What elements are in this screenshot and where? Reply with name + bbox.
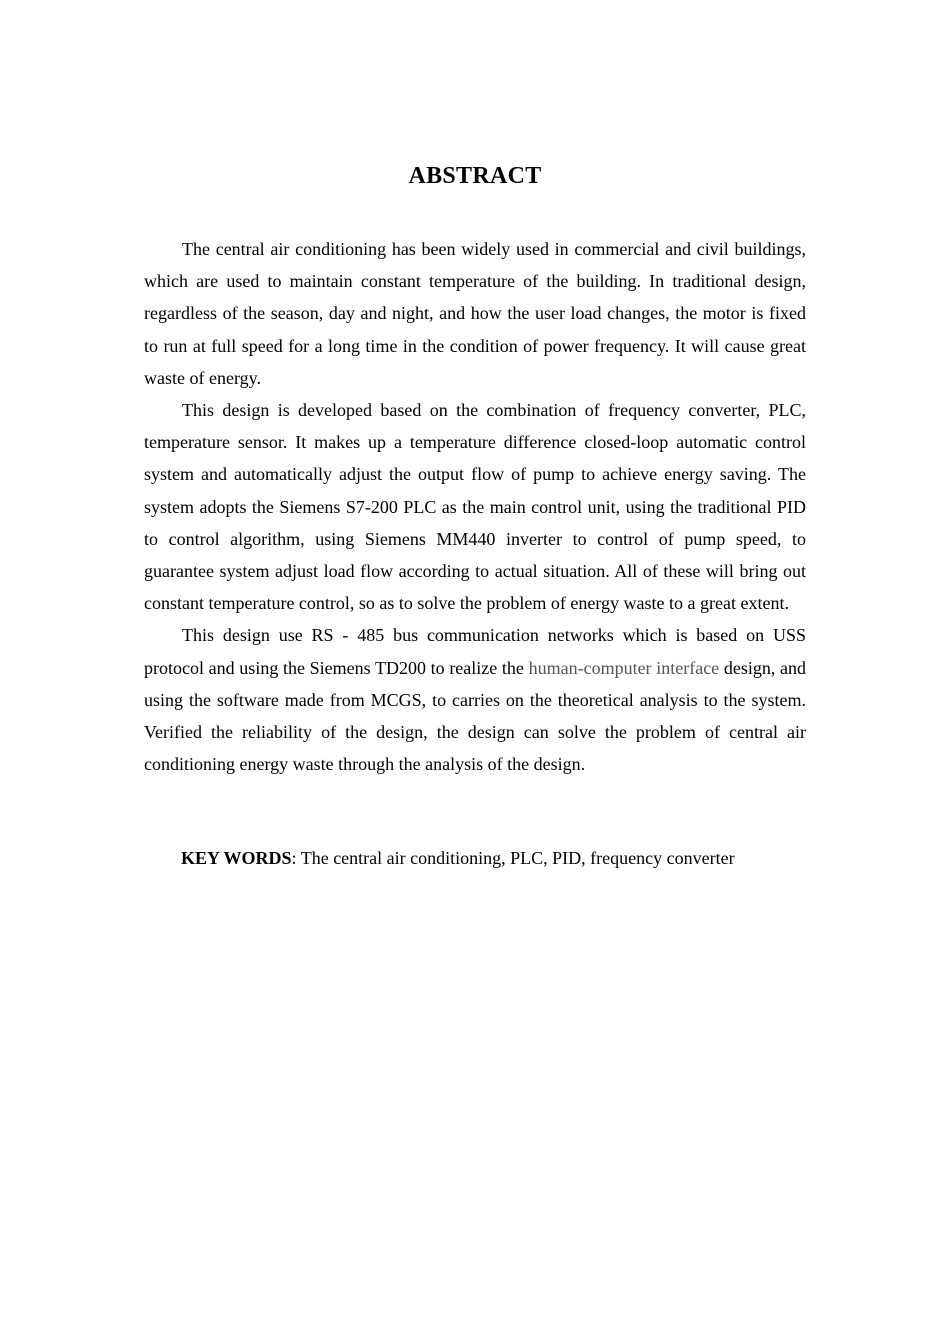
abstract-title: ABSTRACT — [408, 163, 542, 189]
paragraph-3-text-start: This design use RS - 485 bus communication networks which is based on USS protocol and using the Siemens TD200 to realize the — [144, 625, 806, 678]
abstract-paragraph-1: The central air conditioning has been widely used in commercial and civil buildings, which are used to maintain constant temperature of the building. In traditional design, regardless of the season, day and night, and how the user load changes, the motor is fixed to run at full speed for a long time in the condition of power frequency. It will cause great waste of energy. — [144, 239, 806, 388]
keywords-text: : The central air conditioning, PLC, PID, frequency converter — [291, 848, 735, 868]
keywords-label: KEY WORDS — [181, 848, 292, 868]
abstract-paragraph-2: This design is developed based on the combination of frequency converter, PLC, temperature sensor. It makes up a temperature difference closed-loop automatic control system and automatically adjust the output flow of pump to achieve energy saving. The system adopts the Siemens S7-200 PLC as the main control unit, using the traditional PID to control algorithm, using Siemens MM440 inverter to control of pump speed, to guarantee system adjust load flow according to actual situation. All of these will bring out constant temperature control, so as to solve the problem of energy waste to a great extent. — [144, 400, 806, 614]
abstract-body — [144, 233, 806, 780]
paragraph-3-text-end: design, and using the software made from MCGS, to carries on the theoretical analysis to the system. Verified the reliability of the design, the design can solve the problem of central air conditioning energy waste through the analysis of the design. — [144, 657, 806, 775]
highlighted-term: human-computer interface — [528, 657, 720, 678]
abstract-paragraph-3 — [144, 619, 806, 780]
keywords-line — [181, 843, 821, 873]
